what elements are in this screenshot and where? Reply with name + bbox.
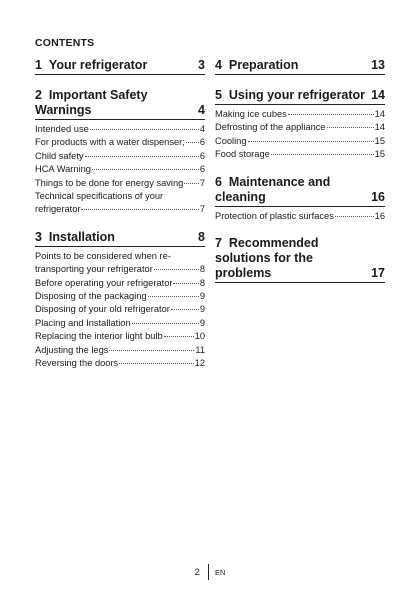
toc-entry[interactable] (35, 330, 205, 343)
dot-leader (335, 216, 374, 217)
toc-section (215, 58, 385, 75)
dot-leader (154, 269, 199, 270)
section-number: 3 (35, 229, 42, 244)
entry-text: Disposing of your old refrigerator (35, 304, 170, 315)
section-page: 14 (371, 88, 385, 102)
entry-page: 8 (199, 277, 205, 288)
toc-entry[interactable] (35, 303, 205, 316)
entry-page: 12 (194, 358, 205, 369)
section-page: 13 (371, 58, 385, 72)
section-number: 7 (215, 236, 222, 251)
entry-text: Placing and Installation (35, 317, 131, 328)
toc-section (215, 236, 385, 283)
toc-section (35, 88, 205, 217)
section-title (35, 88, 198, 118)
entry-text: Things to be done for energy saving (35, 177, 184, 188)
dot-leader (132, 323, 199, 324)
entry-page: 8 (199, 264, 205, 275)
entry-page: 14 (374, 109, 385, 119)
section-page: 17 (371, 266, 385, 281)
toc-entry[interactable] (35, 344, 205, 357)
entry-text: Points to be considered when re- (35, 250, 171, 261)
entry-line (35, 203, 205, 216)
toc-entry[interactable] (215, 108, 385, 121)
section-title-text: Using your refrigerator (228, 88, 366, 102)
entry-text: Cooling (215, 135, 247, 146)
toc-entry[interactable] (35, 250, 205, 277)
toc-entry[interactable] (35, 163, 205, 176)
toc-section (35, 58, 205, 75)
section-number: 5 (215, 88, 222, 102)
section-heading[interactable] (215, 175, 385, 207)
toc-column-left (35, 58, 205, 384)
section-number: 6 (215, 174, 222, 189)
entry-page: 7 (199, 177, 205, 188)
section-heading[interactable] (215, 88, 385, 105)
dot-leader (119, 363, 193, 364)
section-title (215, 58, 371, 73)
entry-text: Adjusting the legs (35, 344, 109, 355)
entry-text-cont: refrigerator (35, 204, 81, 215)
section-heading[interactable] (35, 88, 205, 120)
dot-leader (90, 129, 199, 130)
entry-page: 9 (199, 304, 205, 315)
entry-page: 7 (199, 204, 205, 215)
section-heading[interactable] (35, 58, 205, 75)
entry-page: 10 (194, 331, 205, 342)
entry-text: Replacing the interior light bulb (35, 331, 163, 342)
entry-text: Intended use (35, 124, 89, 134)
toc-entry[interactable] (215, 135, 385, 148)
section-title (215, 236, 371, 281)
section-heading[interactable] (215, 236, 385, 283)
entry-page: 15 (374, 135, 385, 146)
entry-text: Before operating your refrigerator (35, 277, 173, 288)
entry-page: 9 (199, 291, 205, 302)
toc-section (215, 175, 385, 223)
toc-entry[interactable] (35, 317, 205, 330)
dot-leader (271, 154, 374, 155)
section-title-text: Maintenance and cleaning (215, 174, 331, 204)
entry-page: 6 (199, 137, 205, 148)
dot-leader (186, 142, 199, 143)
entry-page: 11 (195, 344, 205, 355)
section-number: 1 (35, 58, 42, 72)
toc-entry[interactable] (35, 277, 205, 290)
entry-text: Making ice cubes (215, 109, 287, 119)
dot-leader (288, 114, 374, 115)
dot-leader (92, 169, 199, 170)
toc-column-right (215, 58, 385, 296)
section-heading[interactable] (215, 58, 385, 75)
section-title-text: Important Safety Warnings (35, 88, 148, 117)
entry-page: 6 (199, 150, 205, 161)
entry-text: Defrosting of the appliance (215, 122, 326, 133)
page-footer (0, 564, 420, 580)
toc-entry[interactable] (35, 357, 205, 370)
section-page: 4 (198, 103, 205, 117)
entry-page: 14 (374, 122, 385, 133)
entry-text: HCA Warning (35, 164, 91, 175)
section-number: 4 (215, 58, 222, 72)
toc-entry[interactable] (35, 290, 205, 303)
toc-entry[interactable] (35, 136, 205, 149)
entry-text: Technical specifications of your (35, 191, 164, 202)
dot-leader (171, 309, 199, 310)
entry-page: 9 (199, 317, 205, 328)
entry-text: For products with a water dispenser; (35, 137, 185, 148)
dot-leader (173, 283, 198, 284)
section-page: 3 (198, 58, 205, 72)
dot-leader (85, 156, 199, 157)
entry-page: 6 (199, 164, 205, 175)
toc-entry[interactable] (215, 121, 385, 134)
entry-page: 15 (374, 149, 385, 160)
toc-entry[interactable] (215, 210, 385, 223)
entry-text: Protection of plastic surfaces (215, 210, 334, 221)
section-title-text: Preparation (228, 58, 299, 72)
section-page: 8 (198, 229, 205, 244)
entry-text: Food storage (215, 149, 270, 160)
toc-entry[interactable] (215, 148, 385, 161)
dot-leader (148, 296, 199, 297)
section-number: 2 (35, 88, 42, 102)
section-title-text: Recommended solutions for the problems (215, 236, 319, 281)
dot-leader (164, 336, 194, 337)
section-title (35, 230, 198, 245)
entry-text: Disposing of the packaging (35, 291, 147, 302)
entry-page: 4 (199, 124, 205, 134)
entry-line (35, 263, 205, 276)
dot-leader (81, 209, 198, 210)
dot-leader (109, 350, 194, 351)
section-title-text: Installation (48, 229, 115, 244)
toc-entry[interactable] (35, 190, 205, 217)
dot-leader (184, 183, 199, 184)
entry-text: Reversing the doors (35, 358, 119, 369)
dot-leader (248, 141, 374, 142)
toc-entry[interactable] (35, 177, 205, 190)
section-page: 16 (371, 189, 385, 204)
section-title-text: Your refrigerator (48, 58, 148, 72)
entry-text: Child safety (35, 150, 84, 161)
dot-leader (327, 127, 374, 128)
toc-entry[interactable] (35, 150, 205, 163)
entry-text-cont: transporting your refrigerator (35, 264, 153, 275)
entry-page: 16 (374, 210, 385, 221)
toc-entry[interactable] (35, 123, 205, 136)
language-label: EN (214, 567, 226, 577)
page-number: 2 (194, 566, 200, 578)
toc-section (215, 88, 385, 162)
section-heading[interactable] (35, 230, 205, 247)
section-title (35, 58, 198, 73)
page-title: CONTENTS (35, 37, 95, 49)
section-title (215, 88, 371, 103)
toc-section (35, 230, 205, 371)
footer-divider (208, 564, 209, 580)
section-title (215, 175, 371, 205)
